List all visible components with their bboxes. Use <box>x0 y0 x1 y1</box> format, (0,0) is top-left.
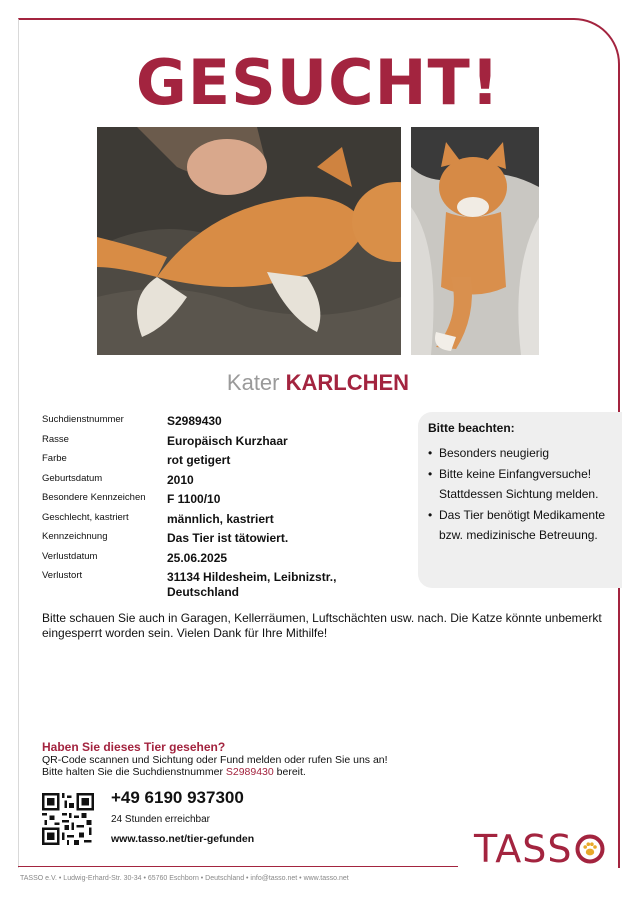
cat-photo-sitting <box>411 127 539 355</box>
detail-label: Kennzeichnung <box>42 531 108 542</box>
detail-value: 25.06.2025 <box>167 550 228 565</box>
seen-reference-post: bereit. <box>276 766 306 778</box>
notice-list <box>428 443 612 546</box>
seen-reference <box>42 766 306 778</box>
detail-row <box>42 473 412 493</box>
detail-label: Geschlecht, kastriert <box>42 511 129 523</box>
notice-title: Bitte beachten: <box>428 421 515 435</box>
notice-item: • Bitte keine Einfangversuche! Stattdessen Sichtung melden. <box>428 464 612 505</box>
pet-type: Kater <box>226 370 280 395</box>
tasso-logo <box>474 827 605 871</box>
detail-row <box>42 531 412 551</box>
notice-item: • Besonders neugierig <box>428 443 612 464</box>
hotline-hours: 24 Stunden erreichbar <box>111 814 210 825</box>
poster-frame-bottom <box>18 866 458 867</box>
seen-instructions: QR-Code scannen und Sichtung oder Fund melden oder rufen Sie uns an! <box>42 754 388 766</box>
detail-label: Verlustort <box>42 570 83 581</box>
notice-box <box>418 412 622 588</box>
footer-address: TASSO e.V. • Ludwig-Erhard-Str. 30-34 • 65760 Eschborn • Deutschland • info@tasso.net • www.tasso.net <box>20 875 349 882</box>
detail-value: 2010 <box>167 472 194 487</box>
notice-item: • Das Tier benötigt Medikamente bzw. medizinische Betreuung. <box>428 505 612 546</box>
detail-value-line2: Deutschland <box>167 585 240 599</box>
hotline-phone[interactable]: +49 6190 937300 <box>111 788 244 807</box>
detail-label: Besondere Kennzeichen <box>42 492 146 503</box>
pet-name-value: KARLCHEN <box>285 370 410 395</box>
detail-label: Farbe <box>42 453 67 464</box>
logo-text: TASS <box>474 827 573 871</box>
detail-value <box>167 570 336 600</box>
detail-value: F 1100/10 <box>167 492 221 506</box>
detail-value: S2989430 <box>167 414 222 428</box>
detail-value: Europäisch Kurzhaar <box>167 433 288 448</box>
search-hint-paragraph: Bitte schauen Sie auch in Garagen, Kellerräumen, Luftschächten usw. nach. Die Katze könnte unbemerkt eingesperrt worden sein. Vielen Dank für Ihre Mithilfe! <box>42 611 602 640</box>
detail-value: rot getigert <box>167 453 231 467</box>
pet-name <box>0 370 636 396</box>
detail-row <box>42 512 412 532</box>
cat-photo-lying <box>97 127 401 355</box>
qr-code[interactable] <box>42 793 94 845</box>
detail-value-line1: 31134 Hildesheim, Leibnizstr., <box>167 570 337 584</box>
seen-title: Haben Sie dieses Tier gesehen? <box>42 740 226 754</box>
detail-row <box>42 434 412 454</box>
detail-row <box>42 492 412 512</box>
detail-label: Suchdienstnummer <box>42 414 124 425</box>
detail-label: Verlustdatum <box>42 550 98 562</box>
detail-value: Das Tier ist tätowiert. <box>167 531 289 545</box>
detail-row <box>42 551 412 571</box>
poster-title: GESUCHT! <box>135 46 501 119</box>
detail-row <box>42 570 412 604</box>
details-list <box>42 414 412 604</box>
seen-reference-number: S2989430 <box>225 766 274 778</box>
detail-label: Rasse <box>42 433 69 445</box>
detail-label: Geburtsdatum <box>42 472 103 484</box>
report-link[interactable]: www.tasso.net/tier-gefunden <box>111 833 255 845</box>
seen-reference-pre: Bitte halten Sie die Suchdienstnummer <box>42 766 223 778</box>
detail-value: männlich, kastriert <box>167 511 274 526</box>
detail-row <box>42 414 412 434</box>
detail-row <box>42 453 412 473</box>
paw-icon <box>575 834 605 864</box>
